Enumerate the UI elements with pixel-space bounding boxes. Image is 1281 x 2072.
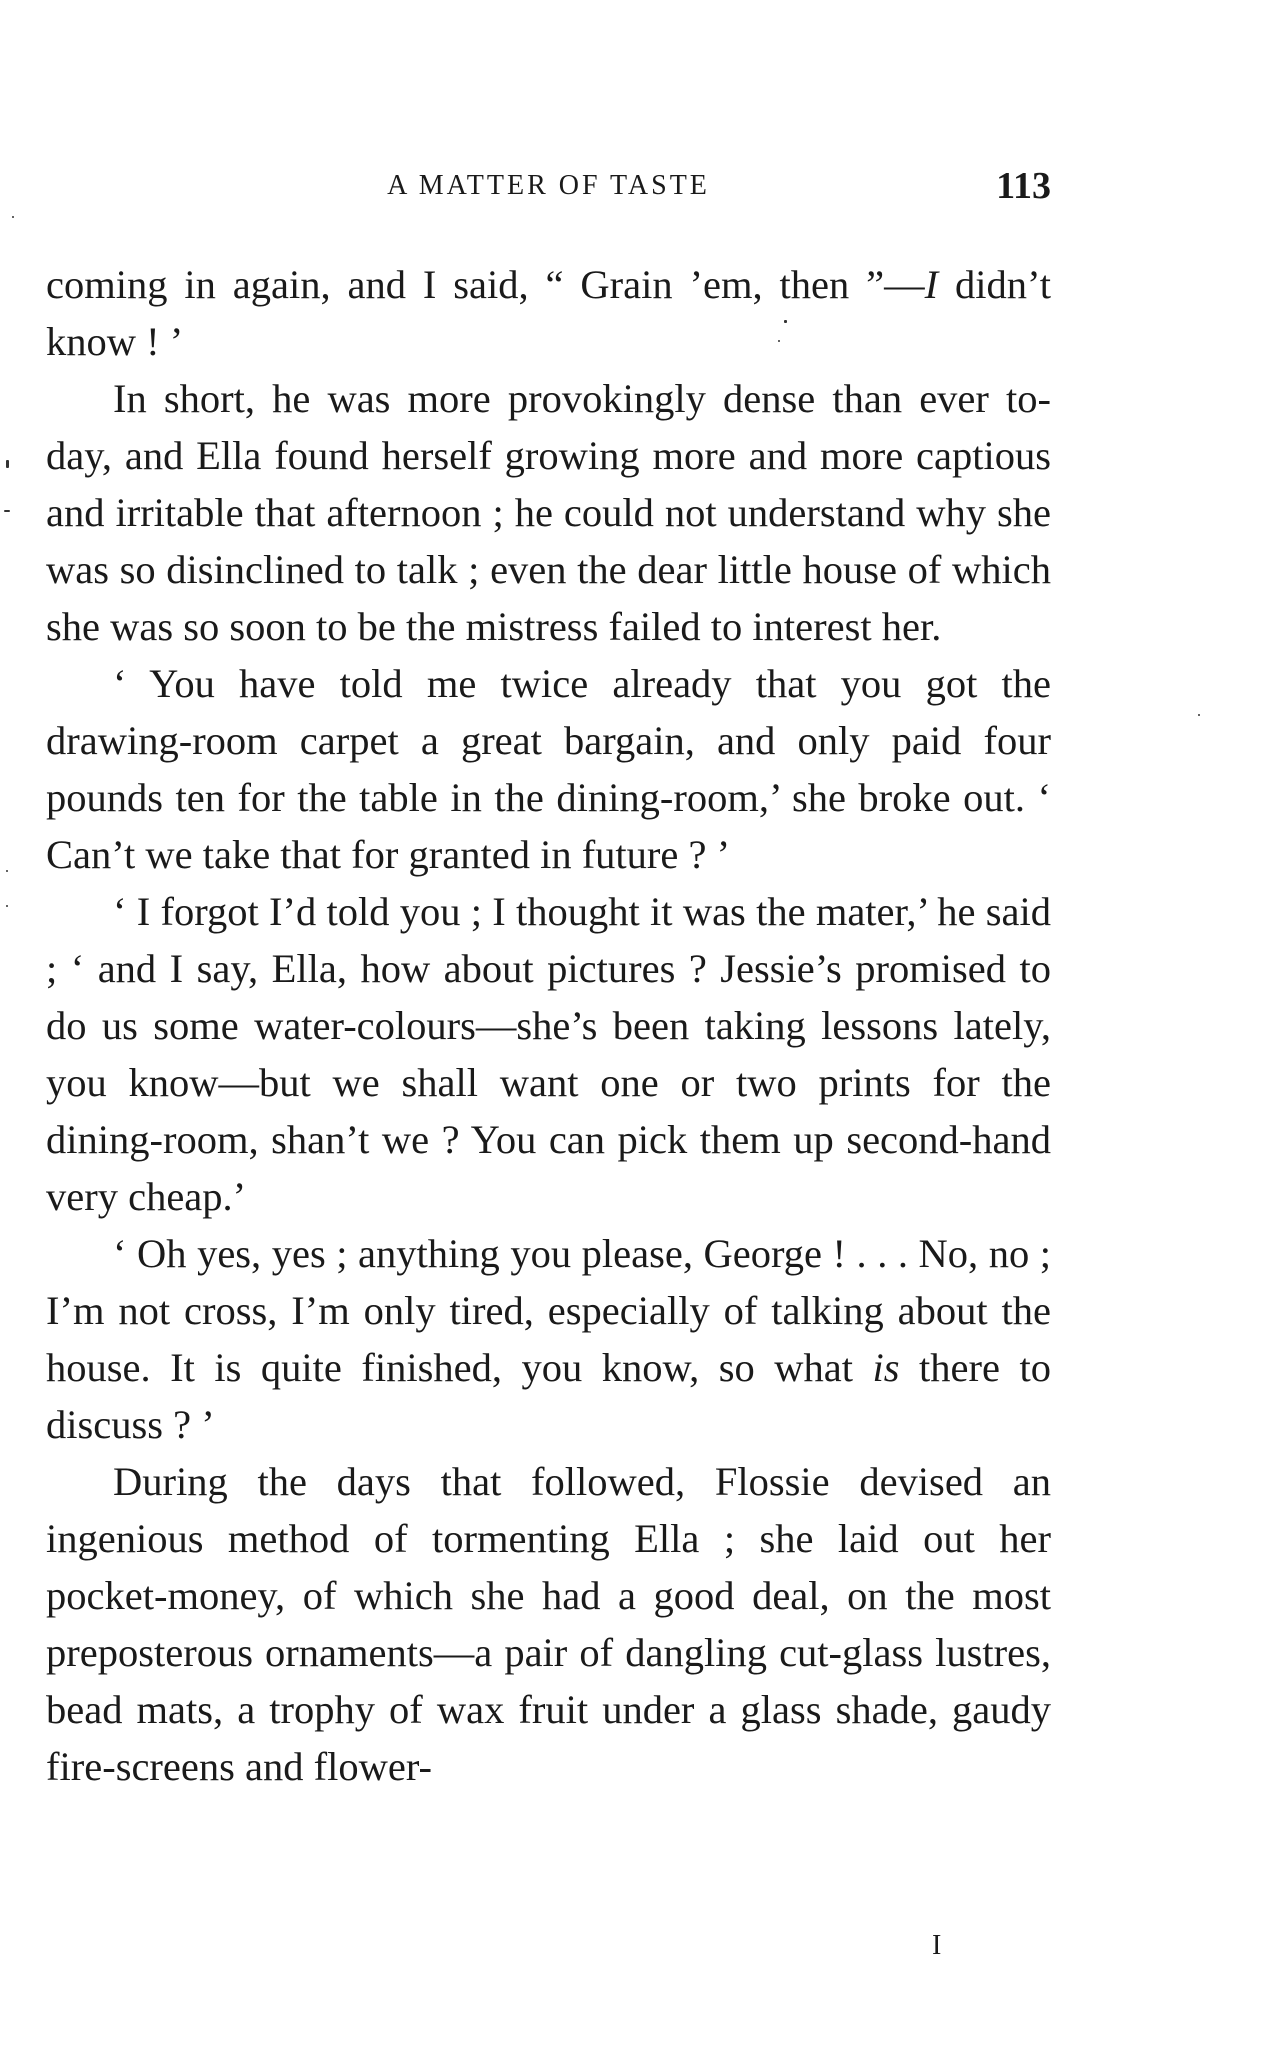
body-text [46, 256, 1051, 1795]
paragraph [46, 655, 1051, 883]
text-run: During the days that followed, Flossie devised an ingenious method of tormenting Ella ; she laid out her pocket-money, of which she had a good deal, on the most preposterous ornaments—a pair of dangling cut-glass lustres, bead mats, a trophy of wax fruit under a glass shade, gaudy fire-screens and flower- [46, 1459, 1051, 1789]
page-header [46, 165, 1051, 220]
paragraph [46, 1225, 1051, 1453]
text-run: ‘ I forgot I’d told you ; I thought it was the mater,’ he said ; ‘ and I say, Ella, how about pictures ? Jessie’s promised to do us some water-colours—she’s been taking lessons lately, you know—but we shall want one or two prints for the dining-room, shan’t we ? You can pick them up second-hand very cheap.’ [46, 889, 1051, 1219]
paragraph [46, 256, 1051, 370]
page-number: 113 [996, 165, 1051, 207]
paragraph [46, 1453, 1051, 1795]
text-run: coming in again, and I said, “ Grain ’em, then ”— [46, 262, 925, 307]
italic-run: is [872, 1345, 900, 1390]
text-run: there to discuss ? ’ [46, 1345, 1051, 1447]
running-title: A MATTER OF TASTE [387, 170, 710, 201]
paragraph [46, 883, 1051, 1225]
italic-run: I [924, 262, 939, 307]
text-run: In short, he was more provokingly dense than ever to-day, and Ella found herself growing more and more captious and irritable that afternoon ; he could not understand why she was so disinclined to talk ; even the dear little house of which she was so soon to be the mistress failed to interest her. [46, 376, 1051, 649]
text-run: ‘ You have told me twice already that you got the drawing-room carpet a great bargain, and only paid four pounds ten for the table in the dining-room,’ she broke out. ‘ Can’t we take that for granted in future ? ’ [46, 661, 1051, 877]
text-run: didn’t know ! ’ [46, 262, 1051, 364]
signature-mark: I [932, 1930, 942, 1961]
text-run: ‘ Oh yes, yes ; anything you please, George ! . . . No, no ; I’m not cross, I’m only tired, especially of talking about the house. It is quite finished, you know, so what [46, 1231, 1051, 1390]
paragraph [46, 370, 1051, 655]
